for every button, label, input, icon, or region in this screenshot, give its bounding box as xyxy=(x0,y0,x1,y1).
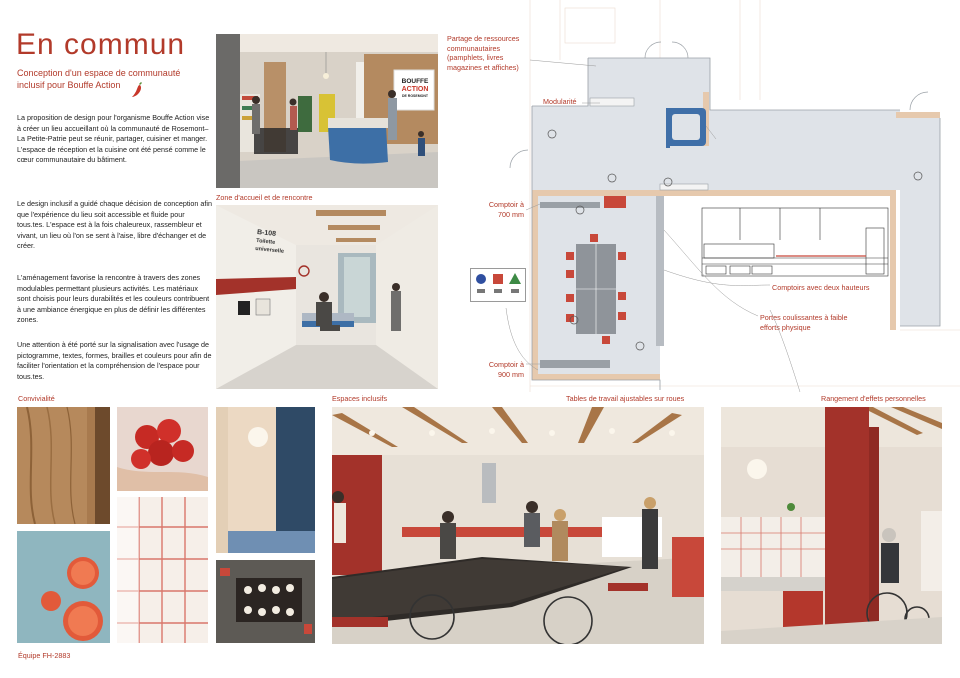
signage-paragraph: Une attention à été porté sur la signalisation avec l'usage de pictogramme, textes, formes, brailles et couleurs pour afin de faciliter l'orientation et la compréhension de l'espace pour tous.tes. xyxy=(17,340,212,381)
plan-label-partage: Partage de ressources communautaires (pamphlets, livres magazines et affiches) xyxy=(447,34,520,72)
table-overhead-photo xyxy=(216,560,315,643)
intro-paragraph: La proposition de design pour l'organisme Bouffe Action vise à créer un lieu accueillant où la communauté de Rosemont–La Petite-Patrie peut se réunir, partager, cuisiner et manger. L'espace de réception et la cuisine ont été pensé comme le cœur communautaire du bâtiment. xyxy=(17,113,210,165)
convivialite-caption: Convivialité xyxy=(18,394,55,403)
floor-plan xyxy=(440,0,960,392)
inclusive-design-paragraph: Le design inclusif a guidé chaque décision de conception afin que l'expérience du lieu soit accessible et fluide pour tous.tes. L'espace est à la fois chaleureux, rassembleur et vivant, un lieu où l'on se sent à l'aise, libre d'échanger et de créer. xyxy=(17,199,212,251)
page-subtitle: Conception d'un espace de communauté inclusif pour Bouffe Action xyxy=(17,68,181,90)
storage-render xyxy=(721,407,942,644)
grapefruit-photo xyxy=(17,531,110,643)
tables-caption: Tables de travail ajustables sur roues xyxy=(566,394,685,403)
chili-pepper-icon xyxy=(130,82,144,98)
plan-label-portes: Portes coulissantes à faible efforts physique xyxy=(760,313,848,332)
plan-label-comptoirs-hauteurs: Comptoirs avec deux hauteurs xyxy=(772,283,870,292)
page-title: En commun xyxy=(16,28,186,61)
team-label: Équipe FH-2883 xyxy=(18,651,71,660)
wood-texture-swatch xyxy=(17,407,110,524)
kitchen-render xyxy=(332,407,704,644)
reception-sign-line3: DE ROSEMONT xyxy=(401,94,429,98)
plan-label-comptoir-700: Comptoir à 700 mm xyxy=(488,200,524,219)
reception-sign-line2: ACTION xyxy=(401,86,429,93)
wall-lamp-detail xyxy=(216,407,315,553)
signage-pictograms xyxy=(470,268,526,302)
reception-caption: Zone d'accueil et de rencontre xyxy=(216,193,313,202)
tomatoes-photo xyxy=(117,407,208,491)
tile-texture-swatch xyxy=(117,497,208,643)
espaces-inclusifs-caption: Espaces inclusifs xyxy=(332,394,388,403)
rangement-caption: Rangement d'effets personnelles xyxy=(821,394,926,403)
plan-label-comptoir-900: Comptoir à 900 mm xyxy=(488,360,524,379)
corridor-sign-label: Toilette universelle xyxy=(254,237,285,255)
corridor-sign-room: B-108 xyxy=(256,228,277,238)
reception-render xyxy=(216,34,438,188)
layout-paragraph: L'aménagement favorise la rencontre à travers des zones modulables permettant plusieurs activités. Les matériaux sont choisis pour leurs durabilités et les couleurs contribuent à une ambiance énergique en plus de définir les différentes zones. xyxy=(17,273,210,325)
corridor-render xyxy=(216,205,438,389)
plan-label-modularite: Modularité xyxy=(543,97,577,106)
reception-sign-line1: BOUFFE xyxy=(401,78,429,85)
